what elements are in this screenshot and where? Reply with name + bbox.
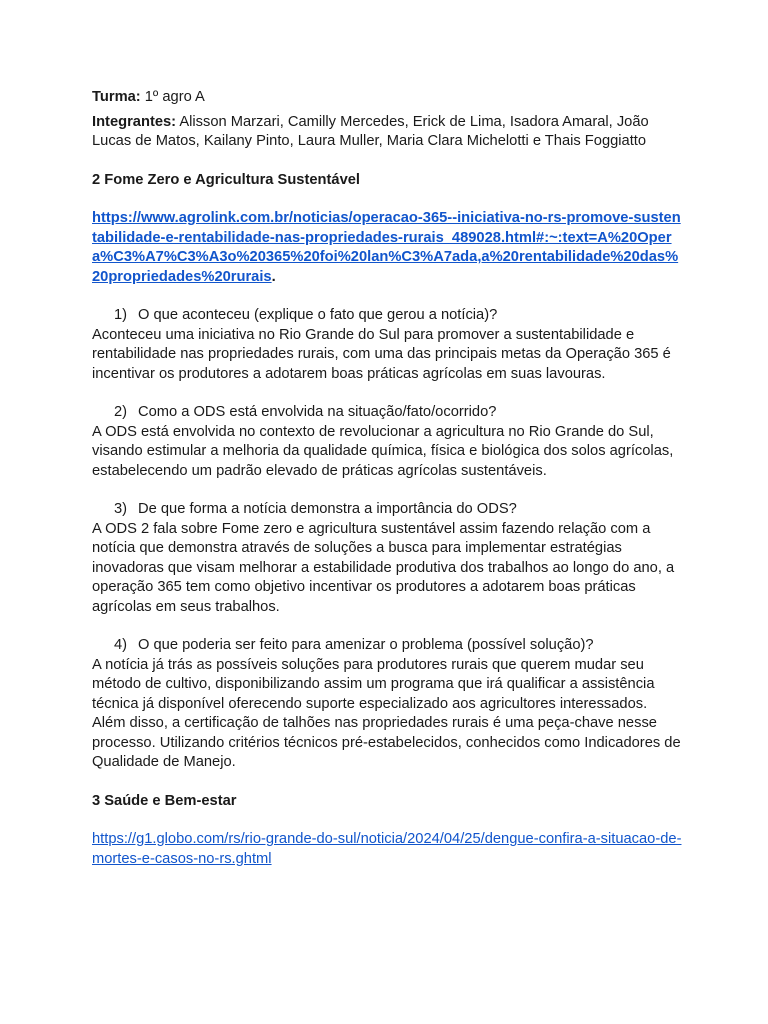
answer-1: Aconteceu uma iniciativa no Rio Grande do Sul para promover a sustentabilidade e rentabilidade nas propriedades rurais, com uma das principais metas da Operação 365 é incentivar os produtores a adotarem boas práticas agrícolas em suas lavouras.	[92, 326, 671, 382]
question-2-text: Como a ODS está envolvida na situação/fato/ocorrido?	[138, 404, 497, 420]
section3-link[interactable]: https://g1.globo.com/rs/rio-grande-do-sul/noticia/2024/04/25/dengue-confira-a-situacao-de-mortes-e-casos-no-rs.ghtml	[92, 831, 682, 867]
question-4	[92, 636, 682, 656]
turma-label: Turma:	[92, 89, 141, 105]
section2-link[interactable]: https://www.agrolink.com.br/noticias/operacao-365--iniciativa-no-rs-promove-sustentabilidade-e-rentabilidade-nas-propriedades-rurais_489028.html#:~:text=A%20Opera%C3%A7%C3%A3o%20365%20foi%20lan%C3%A7ada,a%20rentabilidade%20das%20propriedades%20rurais	[92, 210, 681, 285]
integrantes-line	[92, 113, 682, 152]
question-2-number: 2)	[114, 404, 128, 420]
question-4-number: 4)	[114, 637, 128, 653]
document-page	[92, 88, 682, 869]
integrantes-value: Alisson Marzari, Camilly Mercedes, Erick de Lima, Isadora Amaral, João Lucas de Matos, Kailany Pinto, Laura Muller, Maria Clara Michelotti e Thais Foggiatto	[92, 113, 649, 149]
question-4-text: O que poderia ser feito para amenizar o problema (possível solução)?	[138, 637, 594, 653]
answer-4: A notícia já trás as possíveis soluções para produtores rurais que querem mudar seu método de cultivo, disponibilizando assim um programa que irá qualificar a assistência técnica já disponível oferecendo suporte especializado aos agricultores interessados. Além disso, a certificação de talhões nas propriedades rurais é uma peça-chave nesse processo. Utilizando critérios técnicos pré-estabelecidos, conhecidos como Indicadores de Qualidade de Manejo.	[92, 656, 681, 770]
integrantes-label: Integrantes:	[92, 113, 177, 130]
turma-line	[92, 88, 682, 108]
question-3-text: De que forma a notícia demonstra a importância do ODS?	[138, 501, 517, 517]
answer-2: A ODS está envolvida no contexto de revolucionar a agricultura no Rio Grande do Sul, visando estimular a melhoria da qualidade química, física e biológica dos solos agrícolas, estabelecendo um padrão elevado de práticas agrícolas sustentáveis.	[92, 423, 674, 479]
question-1-text: O que aconteceu (explique o fato que gerou a notícia)?	[138, 307, 498, 323]
section3-link-paragraph	[92, 830, 682, 869]
question-1	[92, 306, 682, 326]
section3-title: 3 Saúde e Bem-estar	[92, 792, 237, 809]
turma-value: 1º agro A	[140, 89, 205, 105]
question-3-number: 3)	[114, 501, 128, 517]
question-3	[92, 500, 682, 520]
question-1-number: 1)	[114, 307, 128, 323]
section2-link-paragraph	[92, 209, 682, 287]
section2-link-end: .	[271, 268, 276, 285]
answer-3: A ODS 2 fala sobre Fome zero e agricultura sustentável assim fazendo relação com a notícia que demonstra através de soluções a busca para implementar estratégias inovadoras que visam melhorar a estabilidade produtiva dos trabalhos ao longo do ano, a operação 365 tem como objetivo incentivar os produtores a adotarem boas práticas agrícolas em seus trabalhos.	[92, 520, 675, 615]
question-2	[92, 403, 682, 423]
section2-title: 2 Fome Zero e Agricultura Sustentável	[92, 171, 360, 188]
